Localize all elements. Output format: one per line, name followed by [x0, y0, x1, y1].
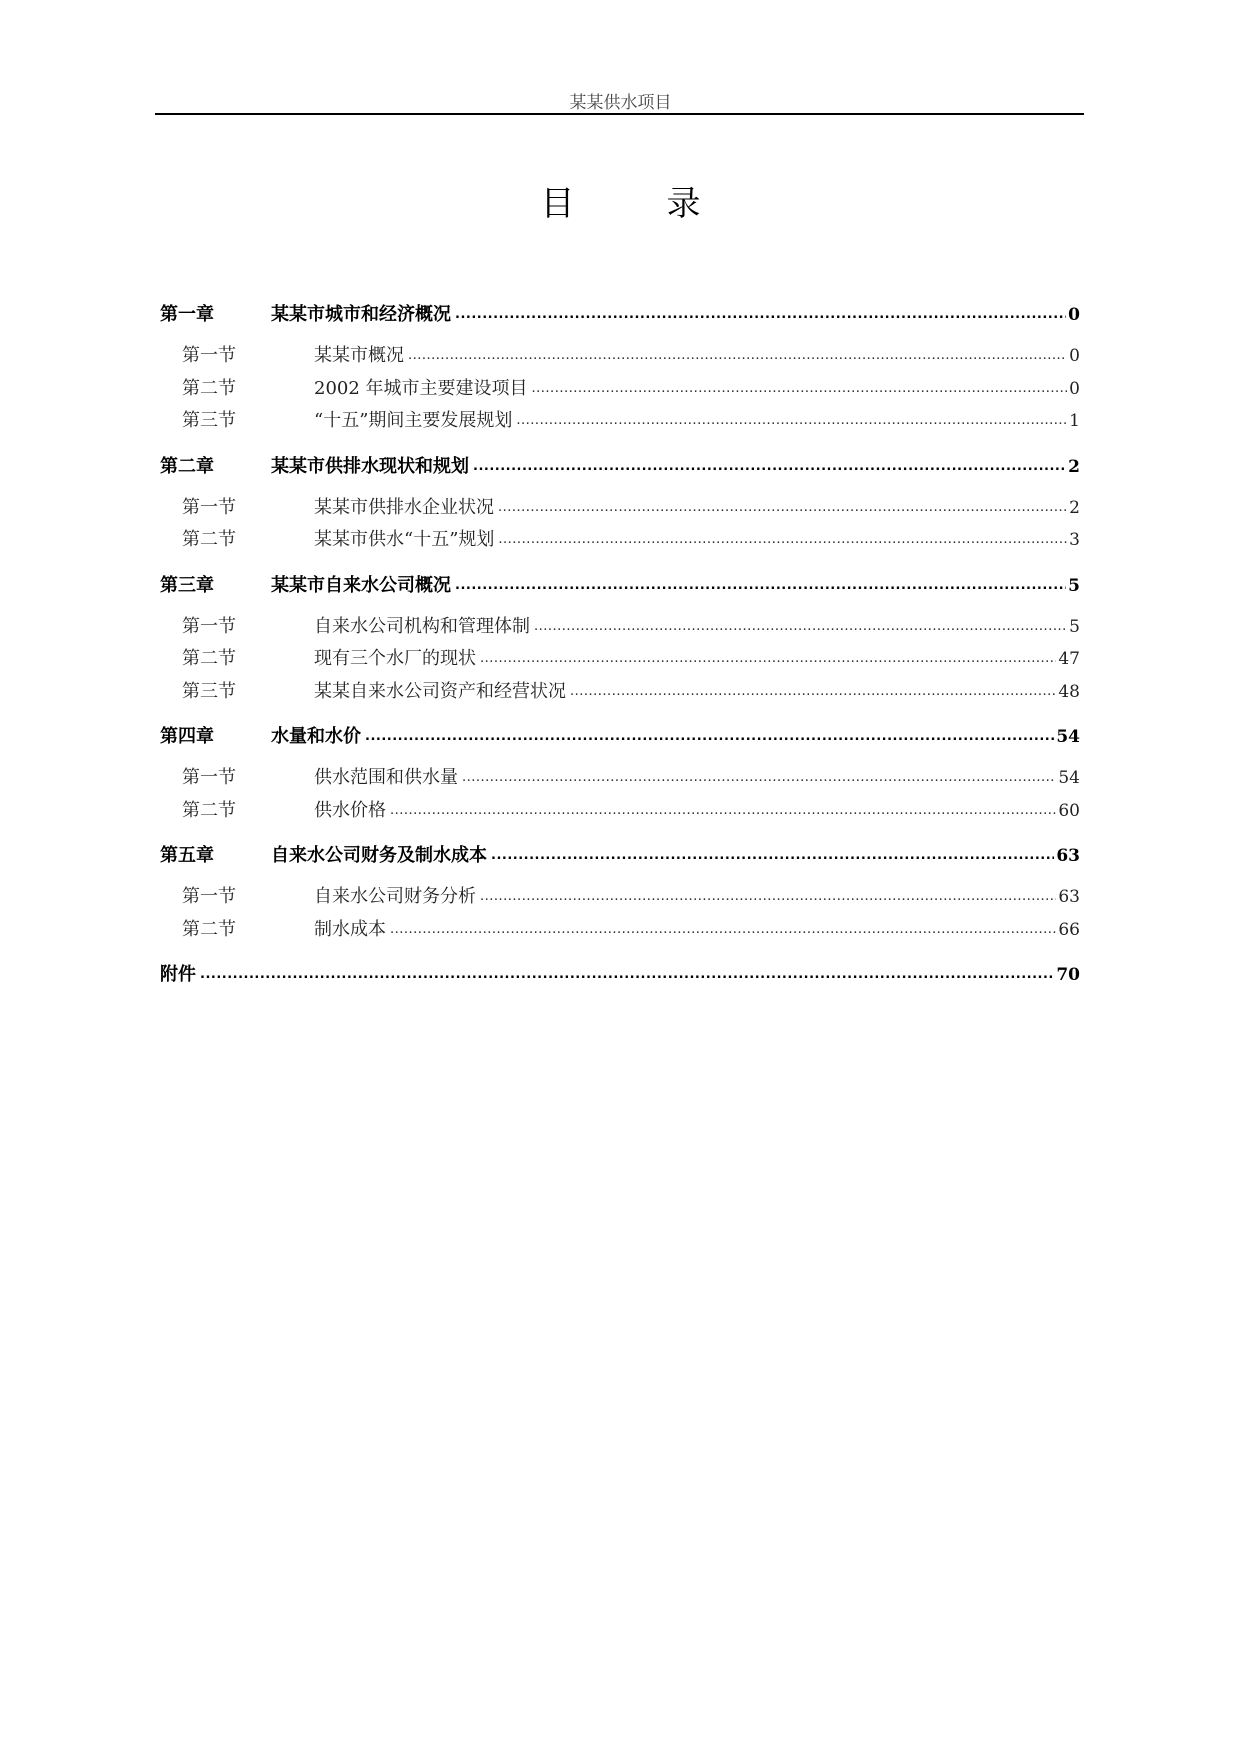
page-title: [0, 176, 1241, 225]
running-header: 某某供水项目: [569, 93, 672, 113]
page-number: 54: [1056, 727, 1080, 747]
section-title: “十五”期间主要发展规划: [314, 410, 513, 431]
chapter-title: 自来水公司财务及制水成本: [271, 845, 487, 866]
dot-leader: [365, 723, 1054, 742]
chapter-number: 第三章: [160, 574, 214, 596]
page-number: 0: [1069, 346, 1080, 366]
table-of-contents: [160, 300, 1080, 1001]
page-number: 1: [1069, 411, 1080, 431]
dot-leader: [408, 342, 1067, 361]
dot-leader: [455, 572, 1066, 591]
section-title: 自来水公司机构和管理体制: [314, 615, 530, 637]
dot-leader: [534, 613, 1067, 632]
chapter-number: 第四章: [160, 726, 214, 747]
section-title: 现有三个水厂的现状: [314, 648, 476, 669]
toc-section-entry[interactable]: [160, 644, 1080, 677]
section-number: 第二节: [182, 529, 236, 550]
toc-section-entry[interactable]: [160, 915, 1080, 948]
dot-leader: [498, 494, 1067, 513]
section-number: 第一节: [182, 615, 236, 637]
page-number: 54: [1058, 768, 1080, 788]
dot-leader: [516, 407, 1067, 426]
section-title: 自来水公司财务分析: [314, 886, 476, 907]
section-number: 第二节: [182, 648, 236, 669]
page-number: 60: [1058, 800, 1080, 821]
page-number: 63: [1056, 846, 1080, 866]
section-title: 某某自来水公司资产和经营状况: [314, 680, 566, 702]
page-number: 5: [1069, 616, 1080, 637]
page-number: 48: [1058, 681, 1080, 702]
section-number: 第二节: [182, 799, 236, 821]
section-number: 第二节: [182, 918, 236, 940]
toc-section-entry[interactable]: [160, 341, 1080, 374]
toc-chapter-entry[interactable]: [160, 841, 1080, 873]
section-title: 某某市供排水企业状况: [314, 496, 494, 518]
dot-leader: [462, 764, 1056, 783]
toc-chapter-entry[interactable]: [160, 300, 1080, 332]
section-number: 第一节: [182, 767, 236, 788]
page-number: 0: [1068, 305, 1080, 325]
toc-chapter-entry[interactable]: [160, 452, 1080, 484]
page-number: 0: [1069, 378, 1080, 399]
chapter-title: 某某市供排水现状和规划: [271, 455, 469, 477]
toc-chapter-entry[interactable]: [160, 722, 1080, 754]
section-number: 第一节: [182, 886, 236, 907]
page-number: 47: [1058, 649, 1080, 669]
title-char-2: 录: [666, 184, 701, 224]
page-number: 5: [1068, 575, 1080, 596]
toc-section-entry[interactable]: [160, 612, 1080, 645]
header-divider: [155, 113, 1084, 115]
toc-section-entry[interactable]: [160, 763, 1080, 796]
dot-leader: [532, 375, 1068, 394]
title-char-1: 目: [540, 184, 575, 224]
dot-leader: [200, 961, 1054, 980]
toc-section-entry[interactable]: [160, 525, 1080, 558]
chapter-number: 第五章: [160, 845, 214, 866]
dot-leader: [390, 916, 1056, 935]
chapter-title: 某某市自来水公司概况: [271, 574, 451, 596]
toc-chapter-entry[interactable]: [160, 960, 1080, 992]
toc-section-entry[interactable]: [160, 374, 1080, 407]
chapter-number: 第二章: [160, 455, 214, 477]
section-title: 供水范围和供水量: [314, 767, 458, 788]
section-number: 第一节: [182, 496, 236, 518]
page-number: 2: [1069, 497, 1080, 518]
dot-leader: [473, 453, 1066, 472]
dot-leader: [480, 883, 1056, 902]
toc-section-entry[interactable]: [160, 406, 1080, 439]
section-number: 第三节: [182, 410, 236, 431]
toc-section-entry[interactable]: [160, 677, 1080, 710]
section-title: 供水价格: [314, 799, 386, 821]
dot-leader: [570, 678, 1056, 697]
dot-leader: [480, 645, 1056, 664]
section-number: 第三节: [182, 680, 236, 702]
toc-section-entry[interactable]: [160, 796, 1080, 829]
toc-section-entry[interactable]: [160, 493, 1080, 526]
dot-leader: [491, 842, 1054, 861]
page-number: 66: [1058, 919, 1080, 940]
dot-leader: [455, 301, 1066, 320]
section-title: 某某市供水“十五”规划: [314, 529, 495, 550]
page-number: 2: [1068, 456, 1080, 477]
section-title: 某某市概况: [314, 345, 404, 366]
dot-leader: [390, 797, 1056, 816]
page-number: 63: [1058, 887, 1080, 907]
section-number: 第一节: [182, 345, 236, 366]
page-number: 70: [1056, 965, 1080, 985]
chapter-title: 某某市城市和经济概况: [271, 304, 451, 325]
section-title: 制水成本: [314, 918, 386, 940]
toc-chapter-entry[interactable]: [160, 571, 1080, 603]
chapter-number: 第一章: [160, 304, 214, 325]
chapter-title: 水量和水价: [271, 726, 361, 747]
page-number: 3: [1069, 530, 1080, 550]
toc-section-entry[interactable]: [160, 882, 1080, 915]
dot-leader: [498, 526, 1067, 545]
section-title: 2002 年城市主要建设项目: [314, 377, 528, 399]
section-number: 第二节: [182, 377, 236, 399]
chapter-title: 附件: [160, 964, 196, 985]
